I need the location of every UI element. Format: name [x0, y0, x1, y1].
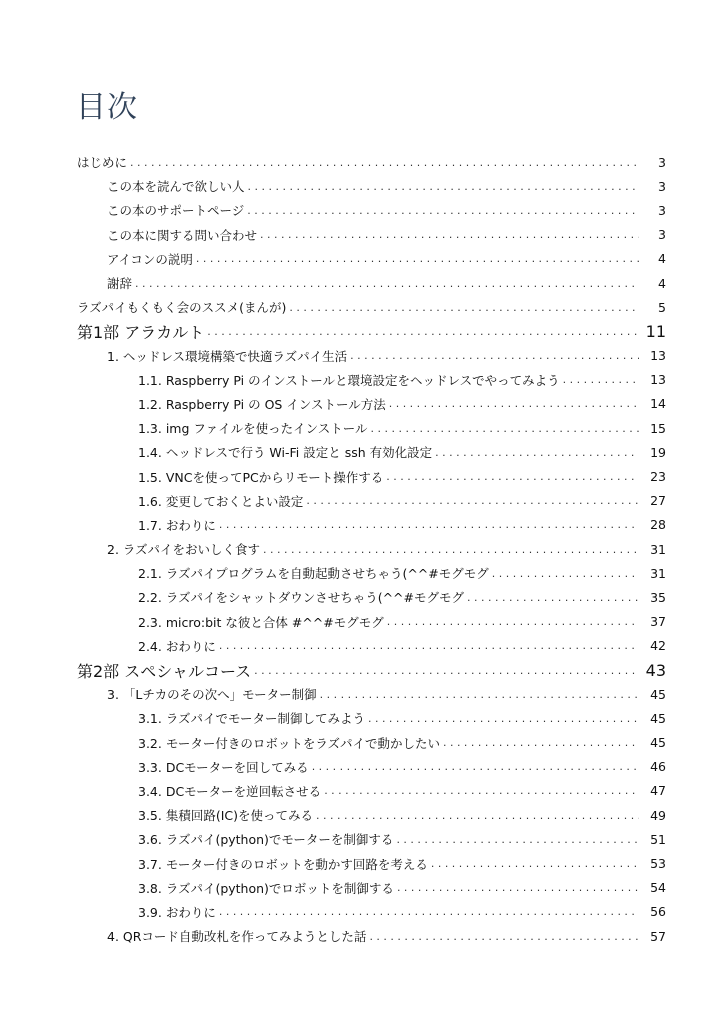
dot-leader [260, 228, 639, 241]
toc-entry-page-number: 57 [650, 928, 666, 944]
dot-leader [219, 639, 639, 652]
dot-leader [324, 784, 639, 797]
toc-entry[interactable] [0, 537, 725, 561]
toc-entry-page-number: 54 [650, 880, 666, 896]
toc-entry-label: 1.6. 変更しておくとよい設定 [138, 492, 306, 510]
toc-entry-page-number: 46 [650, 759, 666, 775]
dot-leader [263, 543, 639, 556]
toc-entry-page-number: 42 [650, 638, 666, 654]
toc-entry[interactable] [0, 876, 725, 900]
toc-entry[interactable] [0, 392, 725, 416]
toc-entry-page-number: 49 [650, 807, 666, 823]
dot-leader [312, 760, 639, 773]
toc-entry-label: はじめに [77, 153, 130, 171]
toc-entry-page-number: 15 [650, 420, 666, 436]
toc-entry[interactable] [0, 755, 725, 779]
table-of-contents [0, 150, 725, 948]
toc-entry[interactable] [0, 344, 725, 368]
dot-leader [371, 422, 639, 435]
toc-part-entry[interactable] [0, 319, 725, 343]
dot-leader [316, 809, 639, 822]
toc-entry-page-number: 56 [650, 904, 666, 920]
toc-entry[interactable] [0, 706, 725, 730]
toc-entry-page-number: 45 [650, 686, 666, 702]
toc-entry[interactable] [0, 924, 725, 948]
toc-entry-page-number: 35 [650, 589, 666, 605]
dot-leader [435, 446, 639, 459]
toc-entry-page-number: 5 [658, 299, 666, 315]
dot-leader [563, 373, 639, 386]
toc-entry-label: 1.4. ヘッドレスで行う Wi-Fi 設定と ssh 有効化設定 [138, 443, 435, 461]
toc-entry-page-number: 13 [650, 348, 666, 364]
toc-entry[interactable] [0, 827, 725, 851]
toc-entry-label: この本に関する問い合わせ [107, 226, 260, 244]
toc-entry[interactable] [0, 682, 725, 706]
toc-part-entry[interactable] [0, 658, 725, 682]
toc-entry[interactable] [0, 779, 725, 803]
toc-entry-page-number: 3 [658, 178, 666, 194]
toc-entry[interactable] [0, 585, 725, 609]
toc-entry[interactable] [0, 513, 725, 537]
toc-entry-label: 2.1. ラズパイプログラムを自動起動させちゃう(^^#モグモグ [138, 564, 492, 582]
toc-entry-page-number: 3 [658, 227, 666, 243]
toc-entry[interactable] [0, 150, 725, 174]
dot-leader [369, 930, 639, 943]
toc-entry-label: 第2部 スペシャルコース [77, 659, 254, 682]
toc-entry-label: 3.3. DCモーターを回してみる [138, 758, 312, 776]
toc-entry[interactable] [0, 610, 725, 634]
dot-leader [387, 615, 639, 628]
dot-leader [196, 252, 639, 265]
dot-leader [389, 397, 639, 410]
dot-leader [135, 277, 639, 290]
toc-entry-label: ラズパイもくもく会のススメ(まんが) [77, 298, 289, 316]
toc-entry-label: 2.3. micro:bit な彼と合体 #^^#モグモグ [138, 613, 387, 631]
toc-entry-label: 3.4. DCモーターを逆回転させる [138, 782, 324, 800]
toc-entry[interactable] [0, 247, 725, 271]
toc-entry-label: 3.2. モーター付きのロボットをラズパイで動かしたい [138, 734, 443, 752]
toc-entry-page-number: 43 [645, 660, 666, 680]
toc-entry-label: 2.4. おわりに [138, 637, 219, 655]
toc-entry-label: 1.5. VNCを使ってPCからリモート操作する [138, 468, 386, 486]
toc-entry-label: 3.8. ラズパイ(python)でロボットを制御する [138, 879, 397, 897]
toc-entry[interactable] [0, 198, 725, 222]
toc-entry-label: 3.5. 集積回路(IC)を使ってみる [138, 806, 316, 824]
toc-entry-page-number: 3 [658, 154, 666, 170]
toc-entry-page-number: 27 [650, 493, 666, 509]
dot-leader [207, 325, 639, 338]
dot-leader [219, 905, 639, 918]
toc-entry[interactable] [0, 174, 725, 198]
toc-entry-page-number: 3 [658, 202, 666, 218]
dot-leader [130, 156, 639, 169]
toc-entry-page-number: 4 [658, 275, 666, 291]
toc-entry-page-number: 11 [645, 321, 666, 341]
toc-entry-label: 1.7. おわりに [138, 516, 219, 534]
toc-entry[interactable] [0, 223, 725, 247]
toc-entry-label: 1.2. Raspberry Pi の OS インストール方法 [138, 395, 389, 413]
toc-entry[interactable] [0, 464, 725, 488]
toc-entry[interactable] [0, 440, 725, 464]
toc-entry-label: 3.1. ラズパイでモーター制御してみよう [138, 709, 368, 727]
toc-entry-label: この本を読んで欲しい人 [107, 177, 248, 195]
toc-entry-label: 2. ラズパイをおいしく食す [107, 540, 263, 558]
toc-entry-page-number: 4 [658, 251, 666, 267]
toc-entry[interactable] [0, 416, 725, 440]
toc-entry-label: 4. QRコード自動改札を作ってみようとした話 [107, 927, 369, 945]
toc-entry-label: 1.3. img ファイルを使ったインストール [138, 419, 371, 437]
toc-entry-page-number: 14 [650, 396, 666, 412]
dot-leader [320, 688, 639, 701]
toc-entry-label: 3.6. ラズパイ(python)でモーターを制御する [138, 830, 396, 848]
toc-entry-page-number: 53 [650, 856, 666, 872]
dot-leader [368, 712, 639, 725]
toc-entry-label: 第1部 アラカルト [77, 320, 207, 343]
toc-entry-page-number: 13 [650, 372, 666, 388]
toc-entry[interactable] [0, 900, 725, 924]
toc-entry[interactable] [0, 295, 725, 319]
toc-entry[interactable] [0, 271, 725, 295]
toc-entry-label: この本のサポートページ [107, 201, 247, 219]
dot-leader [386, 470, 639, 483]
dot-leader [396, 833, 639, 846]
toc-entry[interactable] [0, 561, 725, 585]
dot-leader [431, 857, 639, 870]
toc-entry-label: 謝辞 [107, 274, 135, 292]
toc-entry[interactable] [0, 851, 725, 875]
page-title: 目次 [76, 90, 138, 125]
dot-leader [254, 664, 639, 677]
dot-leader [248, 180, 639, 193]
toc-entry-label: 3.9. おわりに [138, 903, 219, 921]
dot-leader [397, 881, 639, 894]
dot-leader [247, 204, 639, 217]
toc-entry-label: 3. 「Lチカのその次へ」モーター制御 [107, 685, 320, 703]
dot-leader [219, 518, 639, 531]
toc-entry-page-number: 51 [650, 831, 666, 847]
toc-entry[interactable] [0, 634, 725, 658]
toc-entry[interactable] [0, 731, 725, 755]
toc-entry-label: 3.7. モーター付きのロボットを動かす回路を考える [138, 855, 431, 873]
toc-entry-page-number: 45 [650, 710, 666, 726]
dot-leader [467, 591, 639, 604]
toc-entry-page-number: 28 [650, 517, 666, 533]
toc-entry[interactable] [0, 489, 725, 513]
dot-leader [350, 349, 639, 362]
toc-entry-page-number: 37 [650, 614, 666, 630]
toc-entry-page-number: 31 [650, 565, 666, 581]
toc-entry-label: 2.2. ラズパイをシャットダウンさせちゃう(^^#モグモグ [138, 588, 467, 606]
toc-entry[interactable] [0, 368, 725, 392]
toc-entry[interactable] [0, 803, 725, 827]
dot-leader [306, 494, 639, 507]
dot-leader [289, 301, 639, 314]
toc-entry-page-number: 45 [650, 735, 666, 751]
toc-entry-label: アイコンの説明 [107, 250, 196, 268]
toc-entry-label: 1. ヘッドレス環境構築で快適ラズパイ生活 [107, 347, 350, 365]
dot-leader [492, 567, 639, 580]
toc-entry-page-number: 19 [650, 444, 666, 460]
toc-entry-page-number: 47 [650, 783, 666, 799]
toc-entry-page-number: 23 [650, 469, 666, 485]
toc-entry-page-number: 31 [650, 541, 666, 557]
toc-entry-label: 1.1. Raspberry Pi のインストールと環境設定をヘッドレスでやってみよう [138, 371, 563, 389]
dot-leader [443, 736, 639, 749]
